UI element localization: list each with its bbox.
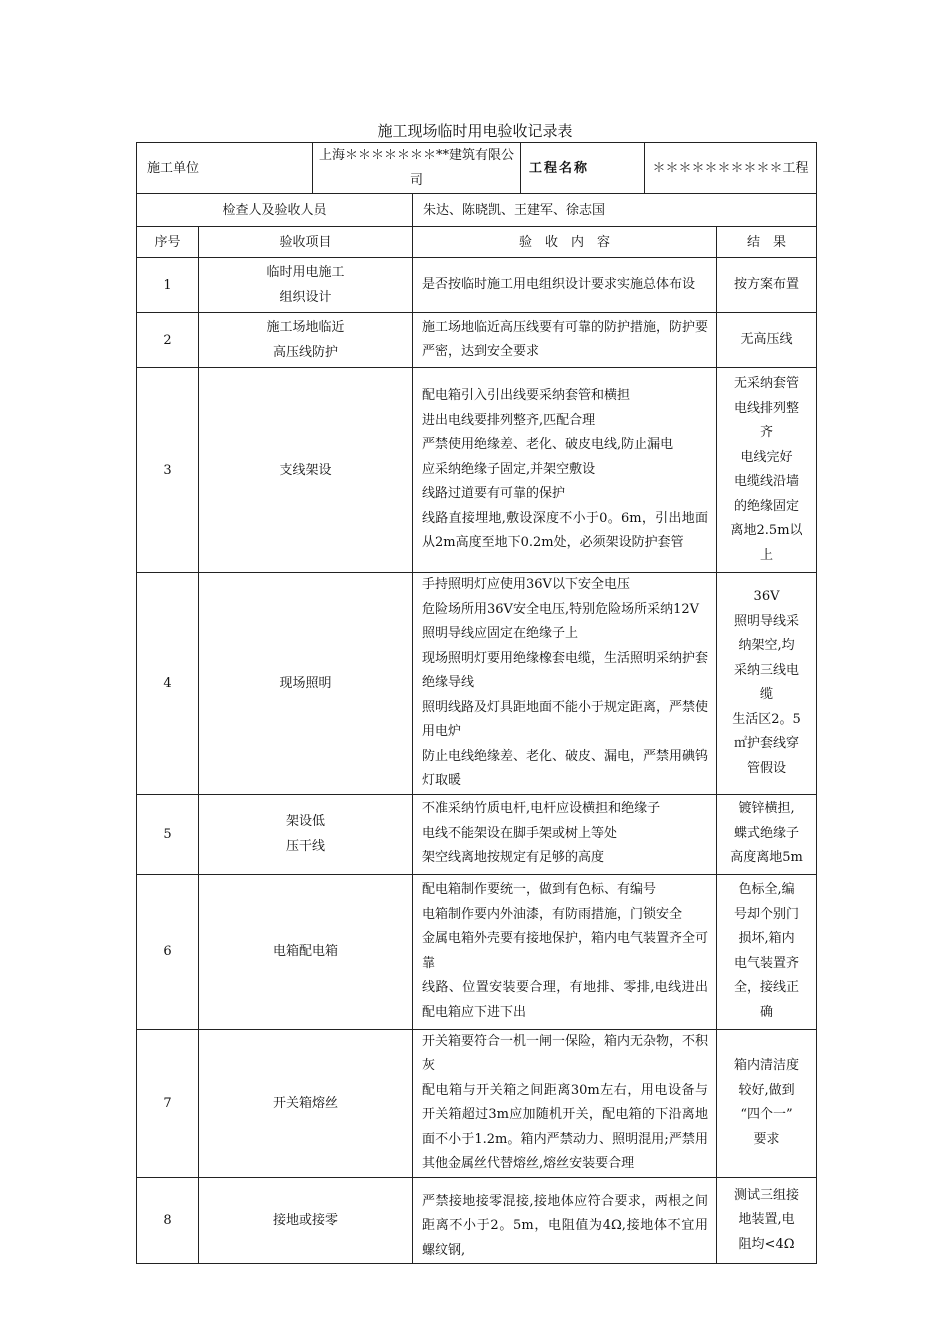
table-row <box>137 1029 817 1177</box>
table-row <box>137 1177 817 1264</box>
table-row <box>137 874 817 1029</box>
content-line: 线路、位置安装要合理，有地排、零排,电线进出配电箱应下进下出 <box>422 980 709 1020</box>
result-line: 确 <box>760 1004 774 1020</box>
item-line: 组织设计 <box>279 290 332 305</box>
content-line: 不准采纳竹质电杆,电杆应设横担和绝缘子 <box>422 801 661 817</box>
result-line: 损坏,箱内 <box>738 931 795 946</box>
row-result <box>717 874 817 1029</box>
row-no: 3 <box>137 368 199 573</box>
content-line: 线路过道要有可靠的保护 <box>422 486 566 502</box>
row-content <box>413 794 717 874</box>
item-line: 施工场地临近 <box>266 320 345 335</box>
inspectors-value: 朱达、陈晓凯、王建军、徐志国 <box>413 194 817 227</box>
project-value: ＊＊＊＊＊＊＊＊＊＊工程 <box>645 143 817 194</box>
project-label: 工程名称 <box>521 143 645 194</box>
content-line: 架空线离地按规定有足够的高度 <box>422 850 605 866</box>
inspectors-label: 检查人及验收人员 <box>137 194 413 227</box>
result-line: 要求 <box>753 1131 780 1147</box>
result-line: 生活区2。5 <box>732 711 801 727</box>
item-line: 现场照明 <box>279 675 332 691</box>
content-line: 应采纳绝缘子固定,并架空敷设 <box>422 461 596 477</box>
content-line: 配电箱引入引出线要采纳套管和横担 <box>422 388 631 404</box>
content-line: 严禁使用绝缘差、老化、破皮电线,防止漏电 <box>422 437 674 453</box>
table-row <box>137 258 817 313</box>
item-line: 开关箱熔丝 <box>273 1095 339 1111</box>
col-content-header: 验 收 内 容 <box>413 227 717 258</box>
item-line: 压干线 <box>286 839 326 854</box>
result-line: 电缆线沿墙 <box>734 474 800 489</box>
content-line: 开关箱要符合一机一闸一保险，箱内无杂物，不积灰 <box>422 1033 709 1073</box>
result-line: 测试三组接 <box>734 1187 800 1203</box>
table-row <box>137 368 817 573</box>
row-result <box>717 368 817 573</box>
row-result <box>717 1029 817 1177</box>
table-row <box>137 573 817 795</box>
row-item <box>199 368 413 573</box>
content-line: 电箱制作要内外油漆，有防雨措施，门锁安全 <box>422 906 683 922</box>
result-line: 无采纳套管 <box>734 376 800 391</box>
row-result <box>717 258 817 313</box>
row-content <box>413 258 717 313</box>
row-no: 5 <box>137 794 199 874</box>
unit-value: 上海＊＊＊＊＊＊＊**建筑有限公司 <box>313 143 521 194</box>
result-line: 上 <box>760 547 774 563</box>
result-line: 全，接线正 <box>734 980 800 995</box>
unit-label: 施工单位 <box>137 143 313 194</box>
row-content <box>413 368 717 573</box>
result-line: 按方案布置 <box>734 276 800 292</box>
row-result <box>717 1177 817 1264</box>
content-line: 是否按临时施工用电组织设计要求实施总体布设 <box>422 276 696 292</box>
result-line: 地装置,电 <box>738 1212 795 1227</box>
item-line: 高压线防护 <box>273 345 339 360</box>
row-no: 1 <box>137 258 199 313</box>
content-line: 施工场地临近高压线要有可靠的防护措施，防护要严密，达到安全要求 <box>422 319 709 359</box>
content-line: 照明线路及灯具距地面不能小于规定距离，严禁使用电炉 <box>422 699 709 739</box>
item-line: 支线架设 <box>279 462 332 478</box>
row-content <box>413 1177 717 1264</box>
result-line: 采纳三线电 <box>734 662 800 678</box>
result-line: ㎡护套线穿 <box>734 736 800 752</box>
row-no: 8 <box>137 1177 199 1264</box>
row-item <box>199 258 413 313</box>
content-line: 进出电线要排列整齐,匹配合理 <box>422 412 596 428</box>
result-line: 缆 <box>760 687 774 703</box>
result-line: 号却个别门 <box>734 906 800 922</box>
result-line: 电线完好 <box>740 449 793 465</box>
row-content <box>413 313 717 368</box>
row-item <box>199 573 413 795</box>
item-line: 临时用电施工 <box>266 265 345 280</box>
result-line: 蝶式绝缘子 <box>734 825 800 841</box>
page-title: 施工现场临时用电验收记录表 <box>377 122 573 140</box>
header-row-unit <box>137 143 817 194</box>
result-line: 无高压线 <box>740 331 793 347</box>
item-line: 接地或接零 <box>273 1212 339 1228</box>
result-line: 的绝缘固定 <box>734 498 800 514</box>
col-no-header: 序号 <box>137 227 199 258</box>
row-item <box>199 874 413 1029</box>
content-line: 电线不能架设在脚手架或树上等处 <box>422 825 618 841</box>
result-line: 电气装置齐 <box>734 955 800 971</box>
row-content <box>413 573 717 795</box>
content-line: 手持照明灯应使用36V以下安全电压 <box>422 577 630 592</box>
content-line: 现场照明灯要用绝缘橡套电缆，生活照明采纳护套绝缘导线 <box>422 650 709 690</box>
row-item <box>199 313 413 368</box>
result-line: 高度离地5m <box>730 850 803 866</box>
content-line: 防止电线绝缘差、老化、破皮、漏电，严禁用碘钨灯取暖 <box>422 748 709 788</box>
result-line: 齐 <box>760 425 774 440</box>
row-no: 4 <box>137 573 199 795</box>
col-result-header: 结 果 <box>717 227 817 258</box>
content-line: 配电箱制作要统一，做到有色标、有编号 <box>422 882 657 897</box>
row-no: 2 <box>137 313 199 368</box>
content-line: 金属电箱外壳要有接地保护，箱内电气装置齐全可靠 <box>422 931 709 971</box>
row-no: 7 <box>137 1029 199 1177</box>
row-result <box>717 313 817 368</box>
result-line: “四个一” <box>740 1107 793 1122</box>
result-line: 电线排列整 <box>734 400 800 416</box>
acceptance-record-table <box>136 142 817 1264</box>
content-line: 配电箱与开关箱之间距离30m左右，用电设备与开关箱超过3m应加随机开关，配电箱的下沿离地面不小于1.2m。箱内严禁动力、照明混用;严禁用其他金属丝代替熔丝,熔丝安装要合理 <box>422 1082 709 1171</box>
result-line: 管假设 <box>747 760 787 776</box>
content-line: 危险场所用36V安全电压,特别危险场所采纳12V <box>422 601 700 617</box>
row-content <box>413 1029 717 1177</box>
row-result <box>717 794 817 874</box>
result-line: 箱内清洁度 <box>734 1058 800 1073</box>
result-line: 纳架空,均 <box>738 638 795 654</box>
column-header-row <box>137 227 817 258</box>
result-line: 色标全,编 <box>738 882 795 897</box>
header-row-inspectors <box>137 194 817 227</box>
content-line: 线路直接埋地,敷设深度不小于0。6m，引出地面从2m高度至地下0.2m处，必须架设防护套管 <box>422 510 709 551</box>
result-line: 较好,做到 <box>738 1082 795 1098</box>
result-line: 36V <box>753 589 780 605</box>
row-no: 6 <box>137 874 199 1029</box>
item-line: 架设低 <box>286 814 326 829</box>
content-line: 严禁接地接零混接,接地体应符合要求，两根之间距离不小于2。5m，电阻值为4Ω,接地体不宜用螺纹钢, <box>422 1193 709 1258</box>
result-line: 离地2.5m以 <box>730 523 803 538</box>
row-item <box>199 794 413 874</box>
content-line: 照明导线应固定在绝缘子上 <box>422 626 579 641</box>
row-item <box>199 1177 413 1264</box>
row-content <box>413 874 717 1029</box>
table-row <box>137 313 817 368</box>
table-row <box>137 794 817 874</box>
result-line: 镀锌横担, <box>738 801 795 817</box>
row-item <box>199 1029 413 1177</box>
col-item-header: 验收项目 <box>199 227 413 258</box>
item-line: 电箱配电箱 <box>273 944 339 959</box>
row-result <box>717 573 817 795</box>
result-line: 阻均<4Ω <box>738 1236 795 1252</box>
result-line: 照明导线采 <box>734 613 800 629</box>
